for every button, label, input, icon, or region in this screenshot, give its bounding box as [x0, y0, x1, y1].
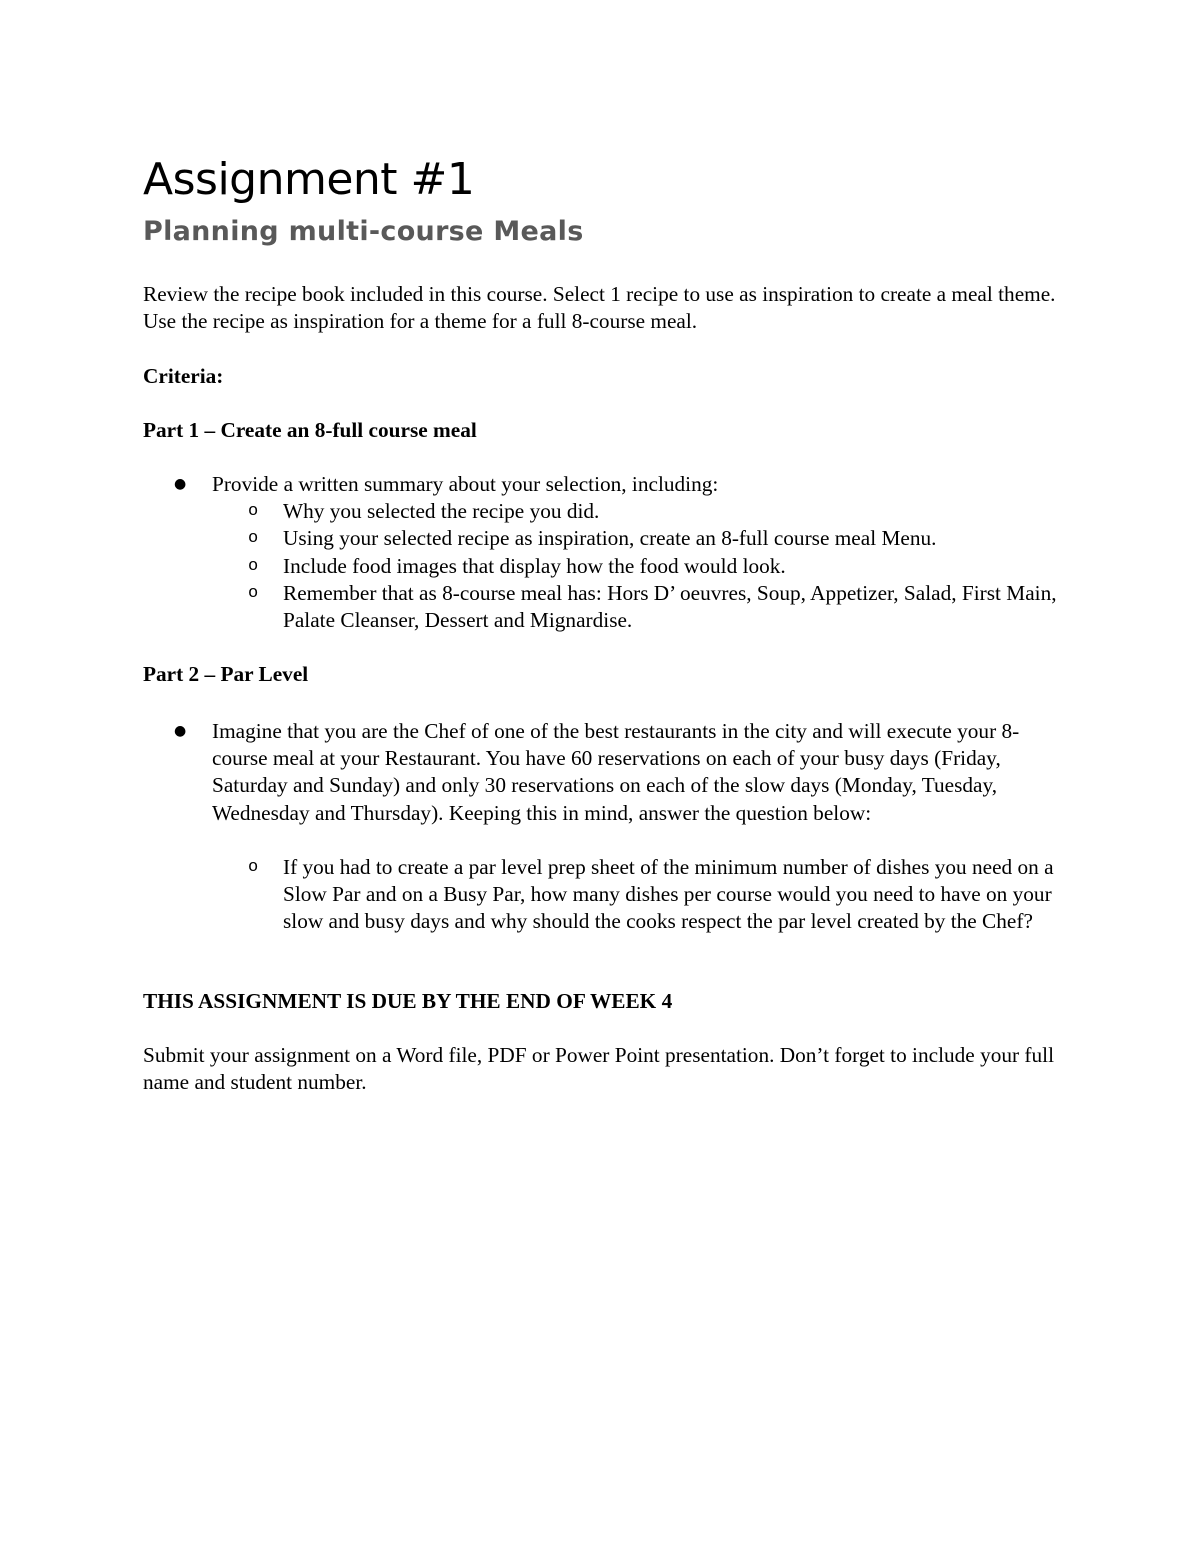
sub-bullet-icon: o — [248, 857, 259, 877]
part2-sub-list — [143, 854, 1063, 936]
document-title: Assignment #1 — [143, 154, 475, 205]
part1-sub-item-text: Why you selected the recipe you did. — [283, 499, 600, 524]
sub-bullet-icon: o — [248, 502, 259, 522]
spacer — [143, 827, 1063, 854]
submission-paragraph: Submit your assignment on a Word file, PDF or Power Point presentation. Don’t forget to include your full name and student number. — [143, 1043, 1055, 1095]
part1-sub-item — [143, 498, 1063, 525]
part2-section — [143, 718, 1063, 935]
part2-sub-item-text: If you had to create a par level prep sheet of the minimum number of dishes you need on a Slow Par and on a Busy Par, how many dishes per course would you need to have on your slow and busy days and why should the cooks respect the par level created by the Chef? — [283, 854, 1054, 934]
part2-heading: Part 2 – Par Level — [143, 662, 309, 686]
sub-bullet-icon: o — [248, 583, 259, 603]
part1-sub-item-text: Include food images that display how the food would look. — [283, 553, 786, 578]
part1-section — [143, 471, 1063, 634]
sub-bullet-icon: o — [248, 556, 259, 576]
sub-bullet-icon: o — [248, 529, 259, 549]
part1-sub-item-text: Remember that as 8-course meal has: Hors D’ oeuvres, Soup, Appetizer, Salad, First Main, Palate Cleanser, Dessert and Mignardise. — [283, 580, 1057, 633]
part2-sub-item — [143, 854, 1063, 936]
due-notice: THIS ASSIGNMENT IS DUE BY THE END OF WEEK 4 — [143, 989, 673, 1013]
part1-sub-list — [143, 498, 1063, 634]
bullet-icon: ● — [174, 723, 187, 739]
criteria-heading: Criteria: — [143, 364, 224, 388]
part2-bullet-item — [143, 718, 1063, 827]
part1-bullet-text: Provide a written summary about your selection, including: — [212, 472, 719, 496]
part2-bullet-text: Imagine that you are the Chef of one of the best restaurants in the city and will execute your 8-course meal at your Restaurant. You have 60 reservations on each of your busy days (Friday, Saturday and Sunday) and only 30 reservations on each of the slow days (Monday, Tuesday, Wednesday and Thursday). Keeping this in mind, answer the question below: — [212, 719, 1020, 825]
part1-sub-item — [143, 580, 1063, 634]
part1-sub-item-text: Using your selected recipe as inspiration, create an 8-full course meal Menu. — [283, 526, 937, 551]
document-subtitle: Planning multi-course Meals — [143, 216, 584, 247]
part2-bullet-list — [143, 718, 1063, 827]
intro-paragraph: Review the recipe book included in this course. Select 1 recipe to use as inspiration to create a meal theme. Use the recipe as inspiration for a theme for a full 8-course meal. — [143, 282, 1056, 334]
part1-sub-item — [143, 553, 1063, 580]
part1-bullet-list — [143, 471, 1063, 498]
bullet-icon: ● — [174, 476, 187, 492]
part1-bullet-item — [143, 471, 1063, 498]
part1-sub-item — [143, 525, 1063, 552]
part1-heading: Part 1 – Create an 8-full course meal — [143, 418, 477, 442]
